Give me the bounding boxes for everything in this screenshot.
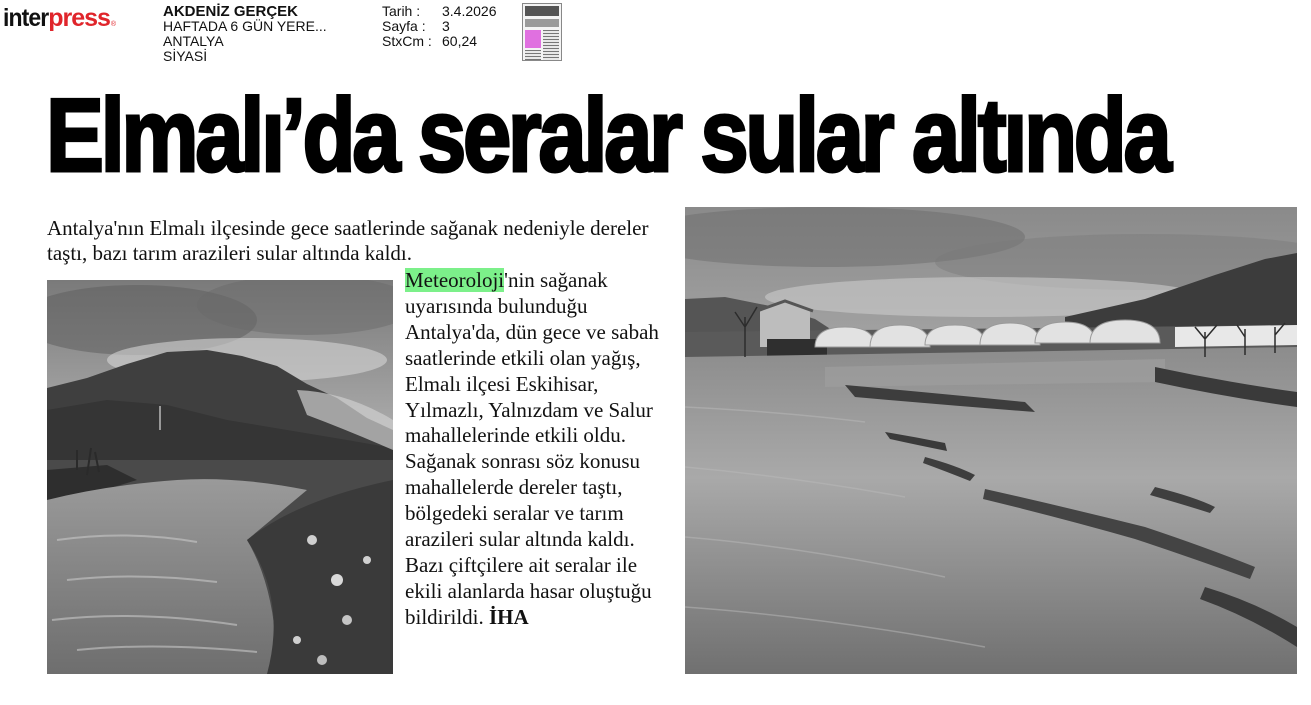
date-row [382,4,497,19]
logo-text-inter: inter [3,4,49,32]
headline-container [46,80,1296,192]
publication-name: AKDENİZ GERÇEK [163,3,299,20]
page-thumbnail[interactable] [522,3,562,61]
clipping-details [382,4,497,49]
interpress-logo [3,4,116,38]
photo-flooded-greenhouses [685,207,1297,674]
date-label: Tarih : [382,3,421,19]
article-body-text: 'nin sağanak uyarısında bulunduğu Antalya'da, dün gece ve sabah saatlerinde etkili olan yağış, Elmalı ilçesi Eskihisar, Yılmazlı, Yalnızdam ve Salur mahallelerinde etkili oldu. Sağanak sonrası söz konusu mahallelerde dereler taştı, bölgedeki seralar ve tarım arazileri sular altında kaldı. Bazı çiftçilere ait seralar ile ekili alanlarda hasar oluştuğu bildirildi. [405,268,659,629]
highlighted-keyword: Meteoroloji [405,268,505,292]
page-value: 3 [442,18,450,34]
page-row [382,19,497,34]
publication-section: SİYASİ [163,48,208,64]
article-body [405,268,670,631]
logo-text-press: press [48,4,110,32]
size-row [382,34,497,49]
date-value: 3.4.2026 [442,3,497,19]
article-lede: Antalya'nın Elmalı ilçesinde gece saatlerinde sağanak nedeniyle dereler taştı, bazı tarım arazileri sular altında kaldı. [47,216,649,265]
registered-mark-icon: ® [110,21,117,28]
size-label: StxCm : [382,33,432,49]
news-agency: İHA [489,604,529,629]
size-value: 60,24 [442,33,478,49]
photo-flooded-creek [47,280,393,674]
headline: Elmalı’da seralar sular altında [46,80,1169,192]
page-label: Sayfa : [382,18,426,34]
publication-info [163,4,327,64]
publication-frequency: HAFTADA 6 GÜN YERE... [163,18,327,34]
publication-city: ANTALYA [163,33,224,49]
